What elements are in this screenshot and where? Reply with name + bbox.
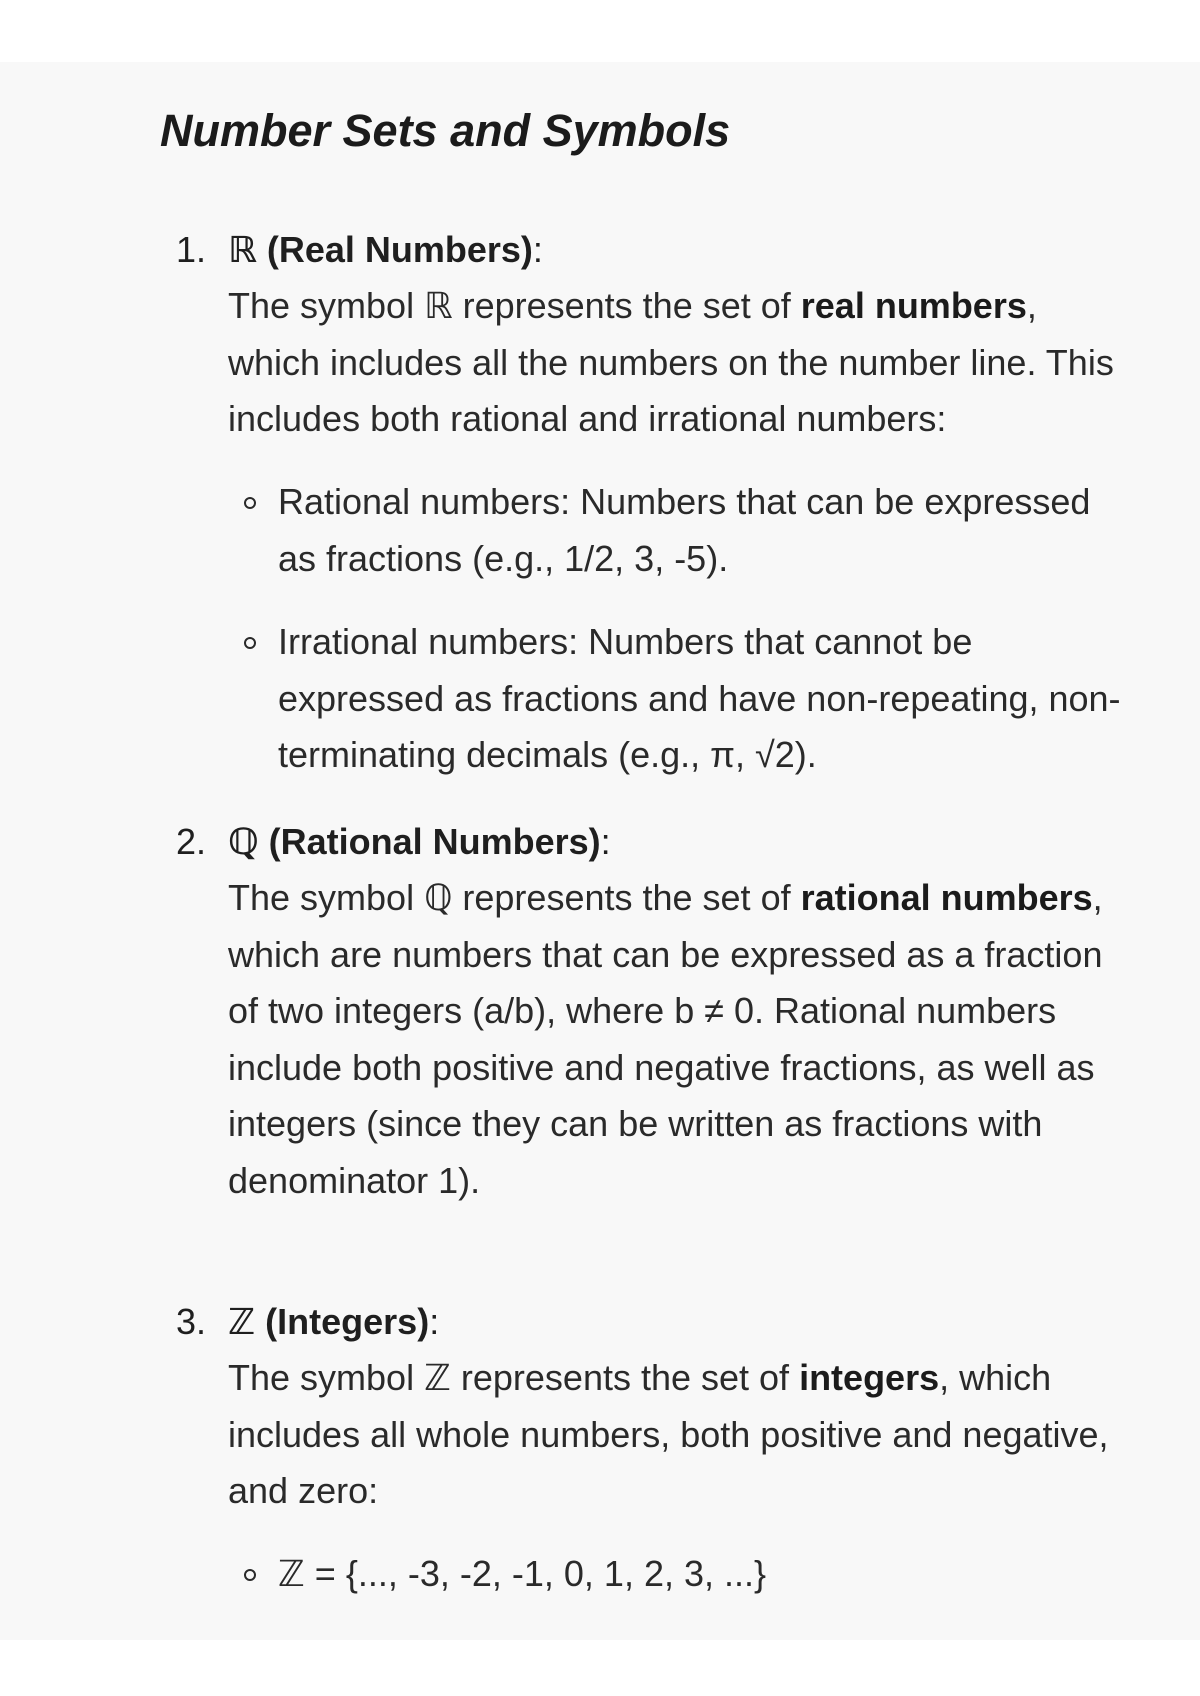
- heading-suffix: :: [532, 229, 543, 270]
- desc-text: , which includes all whole numbers, both positive and negative, and zero:: [228, 1357, 1109, 1511]
- desc-text: , which includes all the numbers on the number line. This includes both rational and irrational numbers:: [228, 285, 1114, 439]
- list-item-irrational: Irrational numbers: Numbers that cannot be expressed as fractions and have non-repeating, non-terminating decimals (e.g., π, √2).: [278, 621, 1121, 775]
- list-item-integer-set: ℤ = {..., -3, -2, -1, 0, 1, 2, 3, ...}: [278, 1553, 767, 1594]
- heading-label: ℤ (Integers): [228, 1301, 430, 1342]
- desc-bold: real numbers: [800, 285, 1027, 326]
- heading-label: ℚ (Rational Numbers): [228, 821, 601, 862]
- list-number-3: 3.: [176, 1301, 207, 1342]
- desc-bold: integers: [799, 1357, 940, 1398]
- section-description-rational-numbers: [228, 870, 1128, 1209]
- list-number-1: 1.: [176, 229, 207, 270]
- section-heading-real-numbers: [228, 222, 543, 278]
- bullet-circle-icon: [244, 497, 256, 509]
- desc-bold: rational numbers: [800, 877, 1093, 918]
- list-number-2: 2.: [176, 821, 207, 862]
- bullet-circle-icon: [244, 637, 256, 649]
- heading-suffix: :: [429, 1301, 440, 1342]
- desc-text: The symbol ℚ represents the set of: [228, 877, 801, 918]
- page-title: Number Sets and Symbols: [160, 105, 731, 156]
- desc-text: , which are numbers that can be expressed as a fraction of two integers (a/b), where b ≠ 0. Rational numbers include both positive and negative fractions, as well as integers (since they can be written as fractions with denominator 1).: [228, 877, 1103, 1201]
- heading-suffix: :: [600, 821, 611, 862]
- list-item-rational: Rational numbers: Numbers that can be expressed as fractions (e.g., 1/2, 3, -5).: [278, 481, 1091, 579]
- bullet-circle-icon: [244, 1569, 256, 1581]
- section-description-real-numbers: [228, 278, 1128, 448]
- desc-text: The symbol ℤ represents the set of: [228, 1357, 800, 1398]
- desc-text: The symbol ℝ represents the set of: [228, 285, 801, 326]
- section-description-integers: [228, 1350, 1128, 1520]
- section-heading-integers: [228, 1294, 439, 1350]
- heading-label: ℝ (Real Numbers): [228, 229, 533, 270]
- section-heading-rational-numbers: [228, 814, 611, 870]
